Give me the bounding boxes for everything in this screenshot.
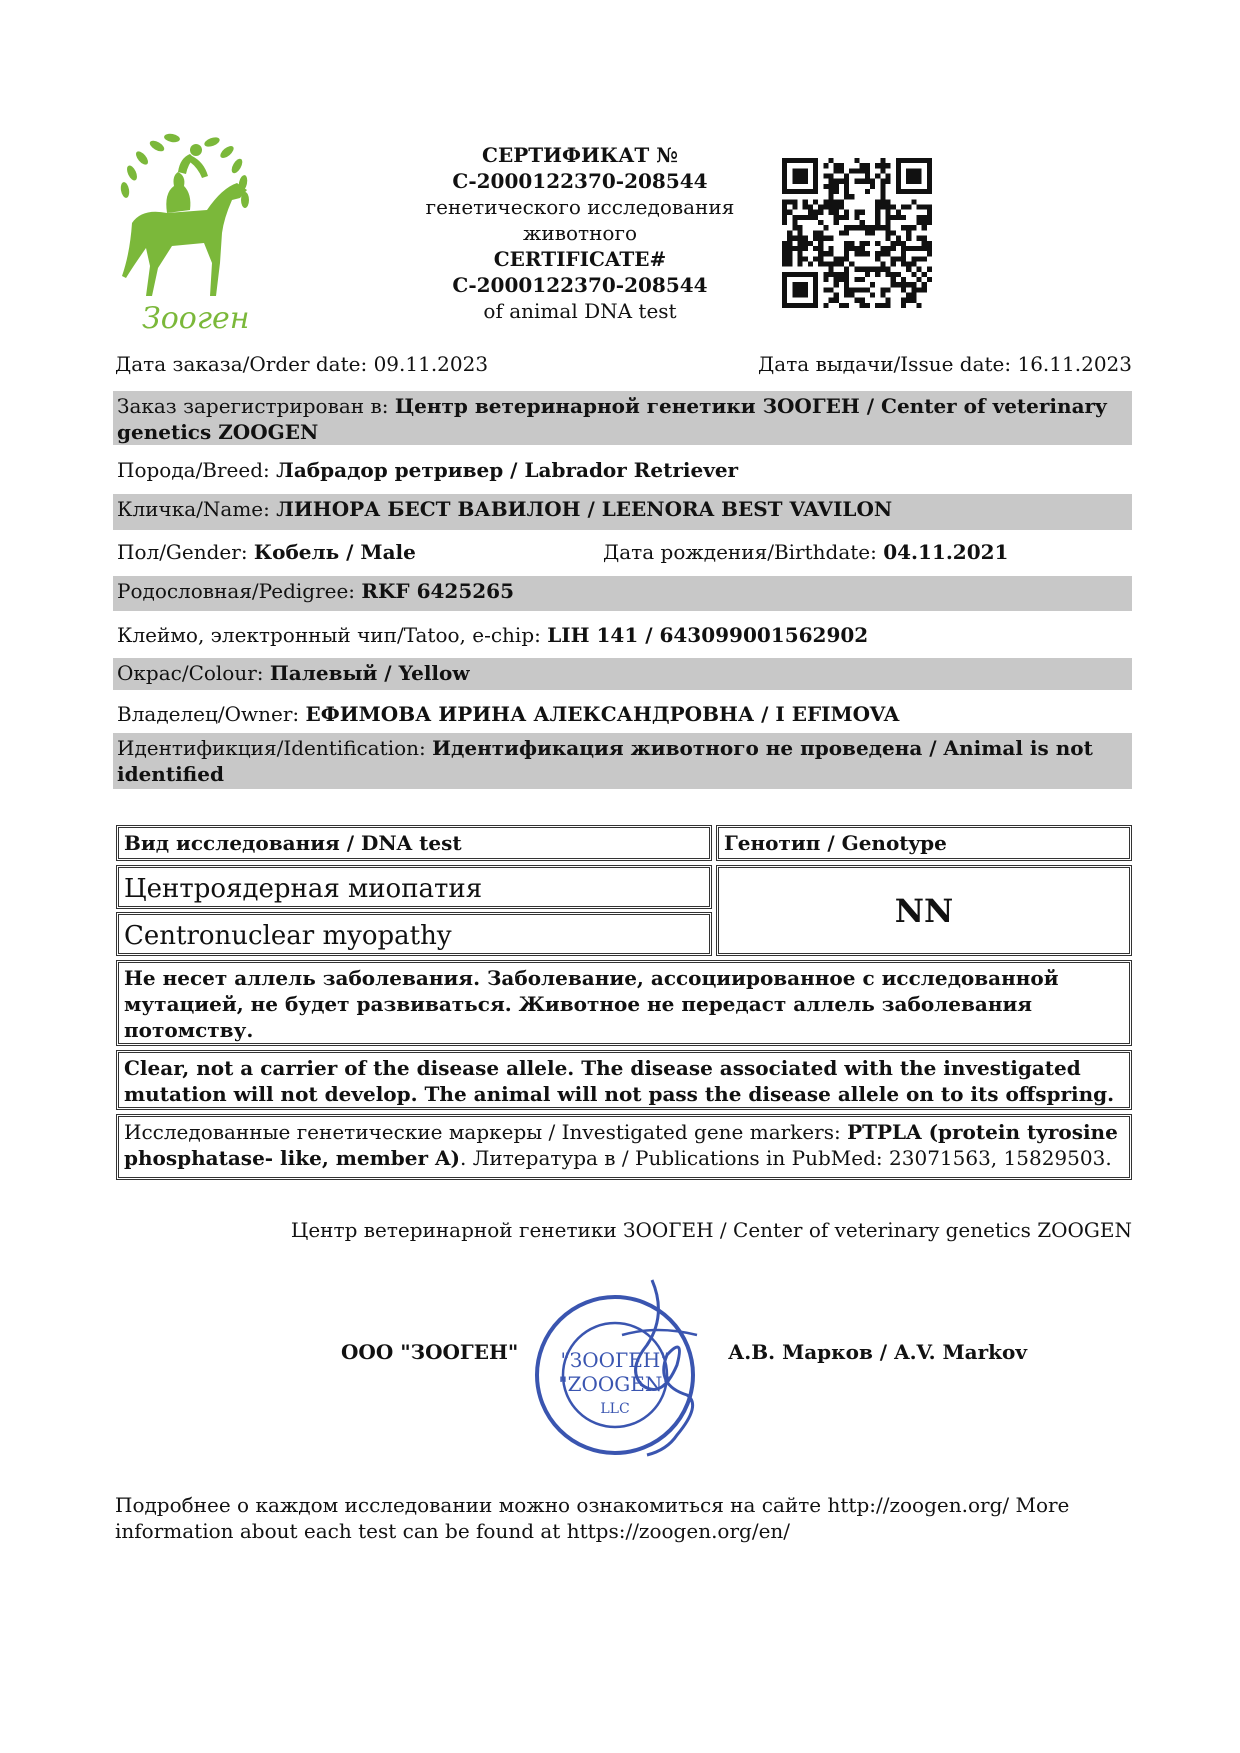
- name-row: Кличка/Name: ЛИНОРА БЕСТ ВАВИЛОН / LEENORA BEST VAVILON: [113, 494, 1132, 530]
- markers-value: PTPLA (protein tyrosine phosphatase- like, member A): [124, 1120, 1118, 1170]
- result-en: Clear, not a carrier of the disease allele. The disease associated with the investigated mutation will not develop. The animal will not pass the disease allele on to its offspring.: [116, 1050, 1132, 1110]
- owner-row: Владелец/Owner: ЕФИМОВА ИРИНА АЛЕКСАНДРОВНА / I EFIMOVA: [117, 702, 900, 726]
- dates-row: [115, 352, 1132, 382]
- signer-name: А.В. Марков / A.V. Markov: [728, 1340, 1027, 1364]
- company-stamp-icon: [527, 1275, 732, 1460]
- zoogen-logo-icon: [112, 128, 260, 343]
- colour-row: Окрас/Colour: Палевый / Yellow: [113, 658, 1132, 690]
- registered-value: Центр ветеринарной генетики ЗООГЕН / Center of veterinary genetics ZOOGEN: [117, 394, 1107, 444]
- stamp-text-ru: "ЗООГЕН": [560, 1348, 670, 1372]
- result-ru: Не несет аллель заболевания. Заболевание, ассоциированное с исследованной мутацией, не будет развиваться. Животное не передаст аллель заболевания потомству.: [116, 960, 1132, 1046]
- subtitle-ru-1: генетического исследования: [425, 195, 735, 219]
- issue-date: Дата выдачи/Issue date: 16.11.2023: [758, 352, 1132, 376]
- llc-name: ООО "ЗООГЕН": [341, 1340, 519, 1364]
- breed-row: Порода/Breed: Лабрадор ретривер / Labrador Retriever: [117, 458, 739, 482]
- pedigree-value: RKF 6425265: [361, 579, 514, 603]
- registered-row: Заказ зарегистрирован в: Центр ветеринарной генетики ЗООГЕН / Center of veterinary genetics ZOOGEN: [113, 391, 1132, 445]
- genotype-cell: [716, 865, 1132, 956]
- title-ru: СЕРТИФИКАТ №: [482, 143, 678, 167]
- test-name-en: Centronuclear myopathy: [116, 912, 712, 956]
- birthdate-value: 04.11.2021: [883, 540, 1009, 564]
- owner-value: ЕФИМОВА ИРИНА АЛЕКСАНДРОВНА / I EFIMOVA: [305, 702, 900, 726]
- pubmed-refs: . Литература в / Publications in PubMed: 23071563, 15829503.: [460, 1146, 1112, 1170]
- test-name-ru: Центроядерная миопатия: [116, 865, 712, 909]
- col-header-test: Вид исследования / DNA test: [116, 825, 712, 861]
- identification-value: Идентификация животного не проведена / Animal is not identified: [117, 736, 1093, 786]
- gender-row: Пол/Gender: Кобель / Male Дата рождения/Birthdate: 04.11.2021: [117, 540, 1009, 564]
- more-info-text: Подробнее о каждом исследовании можно ознакомиться на сайте http://zoogen.org/ More information about each test can be found at https://zoogen.org/en/: [115, 1493, 1070, 1543]
- chip-row: Клеймо, электронный чип/Tatoo, e-chip: LIH 141 / 643099001562902: [117, 623, 869, 647]
- colour-value: Палевый / Yellow: [269, 661, 470, 685]
- stamp-text-llc: LLC: [600, 1401, 630, 1417]
- certificate-title: [410, 142, 750, 324]
- col-header-genotype: Генотип / Genotype: [716, 825, 1132, 861]
- title-en: CERTIFICATE#: [493, 247, 667, 271]
- chip-value: LIH 141 / 643099001562902: [547, 623, 869, 647]
- cert-number-en: С-2000122370-208544: [452, 273, 708, 297]
- pedigree-row: Родословная/Pedigree: RKF 6425265: [113, 576, 1132, 611]
- cert-number-ru: С-2000122370-208544: [452, 169, 708, 193]
- subtitle-ru-2: животного: [523, 221, 637, 245]
- order-date: Дата заказа/Order date: 09.11.2023: [115, 352, 489, 376]
- qr-code-icon[interactable]: [782, 158, 932, 308]
- stamp-text-en: "ZOOGEN": [558, 1372, 672, 1396]
- birthdate: Дата рождения/Birthdate: 04.11.2021: [603, 540, 1009, 564]
- center-name: Центр ветеринарной генетики ЗООГЕН / Center of veterinary genetics ZOOGEN: [290, 1218, 1132, 1242]
- gender-value: Кобель / Male: [253, 540, 416, 564]
- breed-value: Лабрадор ретривер / Labrador Retriever: [276, 458, 739, 482]
- markers-cell: Исследованные генетические маркеры / Investigated gene markers: PTPLA (protein tyrosine phosphatase- like, member A). Литература в / Publications in PubMed: 23071563, 15829503.: [116, 1114, 1132, 1180]
- name-value: ЛИНОРА БЕСТ ВАВИЛОН / LEENORA BEST VAVILON: [276, 497, 893, 521]
- logo-text: Зooген: [142, 301, 250, 336]
- identification-row: Идентификция/Identification: Идентификация животного не проведена / Animal is not identified: [113, 733, 1132, 789]
- subtitle-en: of animal DNA test: [483, 299, 677, 323]
- genotype-value: NN: [894, 891, 954, 930]
